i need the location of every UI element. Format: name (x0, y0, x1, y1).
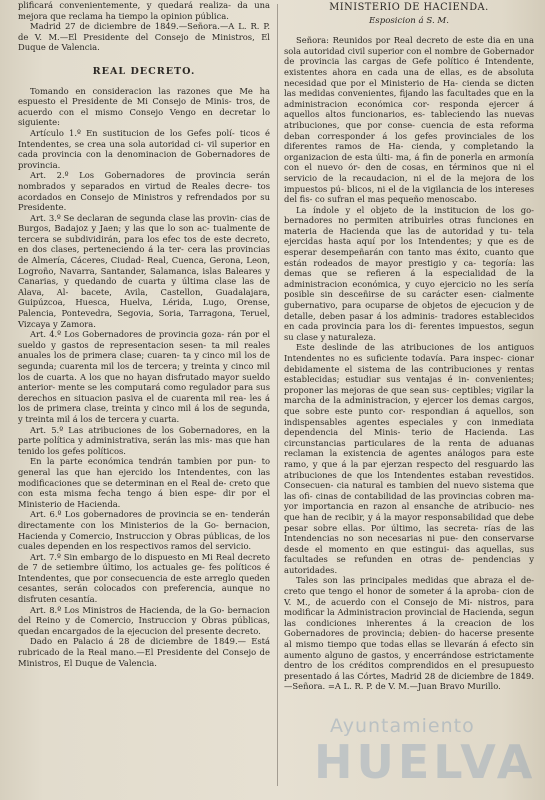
article-8: Art. 8.º Los Ministros de Hacienda, de la Go- bernacion del Reino y de Comercio, Instruccion y Obras públicas, quedan encargados de la ejecucion del presente decreto. (18, 604, 270, 636)
left-column (18, 0, 270, 800)
exposition-paragraph-3: Este deslinde de las atribuciones de los antiguos Intendentes no es suficiente todavía. Para inspec- cionar debidamente el sistema de las contribuciones y rentas establecidas; estudiar sus ventajas é in- convenientes; proponer las mejoras de que sean sus- ceptibles; vigilar la marcha de la administracion, y ejercer los demas cargos, que sobre este punto cor- respondian á aquellos, son indispensables agentes especiales y con inmediata dependencia del Minis- terio de Hacienda. Las circunstancias particulares de la renta de aduanas reclaman la existencia de agentes análogos para este ramo, y que á la par ejerzan respecto del resguardo las atribuciones de que los Intendentes estaban revestidos. Consecuen- cia natural es tambien del nuevo sistema que las ofi- cinas de contabilidad de las provincias cobren ma- yor importancia en razon al ensanche de atribucio- nes que han de recibir, y á la mayor responsabilidad que debe pesar sobre ellas. Por último, las secreta- rías de las Intendencias no son necesarias ni pue- den conservarse desde el momento en que estingui- das aquellas, sus facultades se refunden en otras de- pendencias y autoridades. (284, 342, 534, 575)
exposition-paragraph-4: Tales son las principales medidas que abraza el de- creto que tengo el honor de someter á la aproba- cion de V. M., de acuerdo con el Consejo de Mi- nistros, para modificar la Administracion provincial de Hacienda, segun las condiciones inherentes á la creacion de los Gobernadores de provincia; debien- do hacerse presente al mismo tiempo que todas ellas se llevarán á efecto sin aumento alguno de gastos, y encerrándose estrictamente dentro de los créditos comprendidos en el presupuesto presentado á las Córtes, Madrid 28 de diciembre de 1849.—Señora. =A L. R. P. de V. M.—Juan Bravo Murillo. (284, 575, 534, 692)
decree-intro: Tomando en consideracion las razones que Me ha espuesto el Presidente de Mi Consejo de Minis- tros, de acuerdo con el mismo Consejo Vengo en decretar lo siguiente: (18, 85, 270, 128)
decree-closing: Dado en Palacio á 28 de diciembre de 1849.— Está rubricado de la Real mano.—El Presidente del Consejo de Ministros, El Duque de Valencia. (18, 636, 270, 668)
article-2: Art. 2.º Los Gobernadores de provincia serán nombrados y separados en virtud de Reales decre- tos acordados en Consejo de Ministros y refrendados por su Presidente. (18, 170, 270, 213)
watermark-line-2: HUELVA (314, 735, 537, 789)
watermark-line-1: Ayuntamiento (330, 715, 475, 737)
article-7: Art. 7.º Sin embargo de lo dispuesto en Mi Real decreto de 7 de setiembre último, los actuales ge- fes políticos é Intendentes, que por consecuencia de este arreglo queden cesantes, serán colocados con preferencia, aunque no disfruten cesantía. (18, 551, 270, 605)
article-1: Artículo 1.º En sustitucion de los Gefes polí- ticos é Intendentes, se crea una sola autoridad ci- vil superior en cada provincia con la denominacion de Gobernadores de provincia. (18, 127, 270, 170)
article-3: Art. 3.º Se declaran de segunda clase las provin- cias de Burgos, Badajoz y Jaen; y las que lo son ac- tualmente de tercera se subdividirán, para los efec tos de este decreto, en dos clases, perteneciendo á la ter- cera las provincias de Almería, Cáceres, Ciudad- Real, Cuenca, Gerona, Leon, Logroño, Navarra, Santander, Salamanca, islas Baleares y Canarias, y quedando de cuarta y última clase las de Alava, Al- bacete, Avila, Castellon, Guadalajara, Guipúzcoa, Huesca, Huelva, Lérida, Lugo, Orense, Palencia, Pontevedra, Segovia, Soria, Tarragona, Teruel, Vizcaya y Zamora. (18, 212, 270, 329)
ministry-subheader: Esposicion á S. M. (369, 15, 449, 26)
article-5-continued: En la parte económica tendrán tambien por pun- to general las que han ejercido los Intendentes, con las modificaciones que se determinan en el Real de- creto que con esta misma fecha tengo á bien espe- dir por el Ministerio de Hacienda. (18, 456, 270, 509)
dateline: Madrid 27 de diciembre de 1849.—Señora.—A L. R. P. de V. M.—El Presidente del Consejo de Ministros, El Duque de Valencia. (18, 21, 270, 53)
right-column (284, 0, 537, 800)
exposition-paragraph-1: Señora: Reunidos por Real decreto de este dia en una sola autoridad civil superior con el nombre de Gobernador de provincia las cargas de Gefe político é Intendente, existentes ahora en cada una de ellas, es de absoluta necesidad que por el Ministerio de Ha- cienda se dicten las medidas convenientes, fijando las facultades que en la administracion económica cor- responda ejercer á aquellos altos funcionarios, es- tableciendo las nuevas atribuciones, que por conse- cuencia de esta reforma deban corresponder á los gefes provinciales de los diferentes ramos de Ha- cienda, y completando la organizacion de esta últi- ma, á fin de ponerla en armonía con el nuevo ór- den de cosas, en términos que ni el servicio de la recaudacion, ni el de la mejora de los impuestos pú- blicos, ni el de la vigilancia de los intereses del fis- co sufran el mas pequeño menoscabo. (284, 35, 534, 205)
decree-title: REAL DECRETO. (92, 65, 196, 77)
column-divider (277, 4, 278, 786)
article-5: Art. 5.º Las atribuciones de los Gobernadores, en la parte política y administrativa, serán las mis- mas que han tenido los gefes políticos. (18, 424, 270, 456)
exposition-paragraph-2: La índole y el objeto de la institucion de los go- bernadores no permiten atribuirles otras funciones en materia de Hacienda que las de autoridad y tu- tela ejercidas hasta aquí por los Intendentes; y que es de esperar desempeñarán con tanto mas éxito, cuanto que están rodeados de mayor prestigio y ca- tegoría: las demas que se refieren á la especialidad de la administracion económica, y cuyo ejercicio no les sería posible sin desceñirse de su carácter esen- cialmente gubernativo, para ocuparse de objetos de ejecucion y de detalle, deben pasar á los adminis- tradores establecidos en cada provincia para los di- ferentes impuestos, segun su clase y naturaleza. (284, 204, 534, 342)
article-6: Art. 6.º Los gobernadores de provincia se en- tenderán directamente con los Ministerios de la Go- bernacion, Hacienda y Comercio, Instruccion y Obras públicas, de los cuales dependen en los respectivos ramos del servicio. (18, 509, 270, 552)
article-4: Art. 4.º Los Gobernadores de provincia goza- rán por el sueldo y gastos de representacion sesen- ta mil reales anuales los de primera clase; cuaren- ta y cinco mil los de segunda; cuarenta mil los de tercera; y treinta y cinco mil los de cuarta. A los que no hayan disfrutado mayor sueldo anterior- mente se les computará como regulador para sus derechos en situacion pasiva el de cuarenta mil rea- les á los de primera clase, treinta y cinco mil á los de segunda, y treinta mil á los de tercera y cuarta. (18, 329, 270, 424)
continuation-paragraph: plificará convenientemente, y quedará realiza- da una mejora que reclama ha tiempo la opinion pública. (18, 0, 270, 21)
ministry-header: MINISTERIO DE HACIENDA. (329, 2, 489, 13)
